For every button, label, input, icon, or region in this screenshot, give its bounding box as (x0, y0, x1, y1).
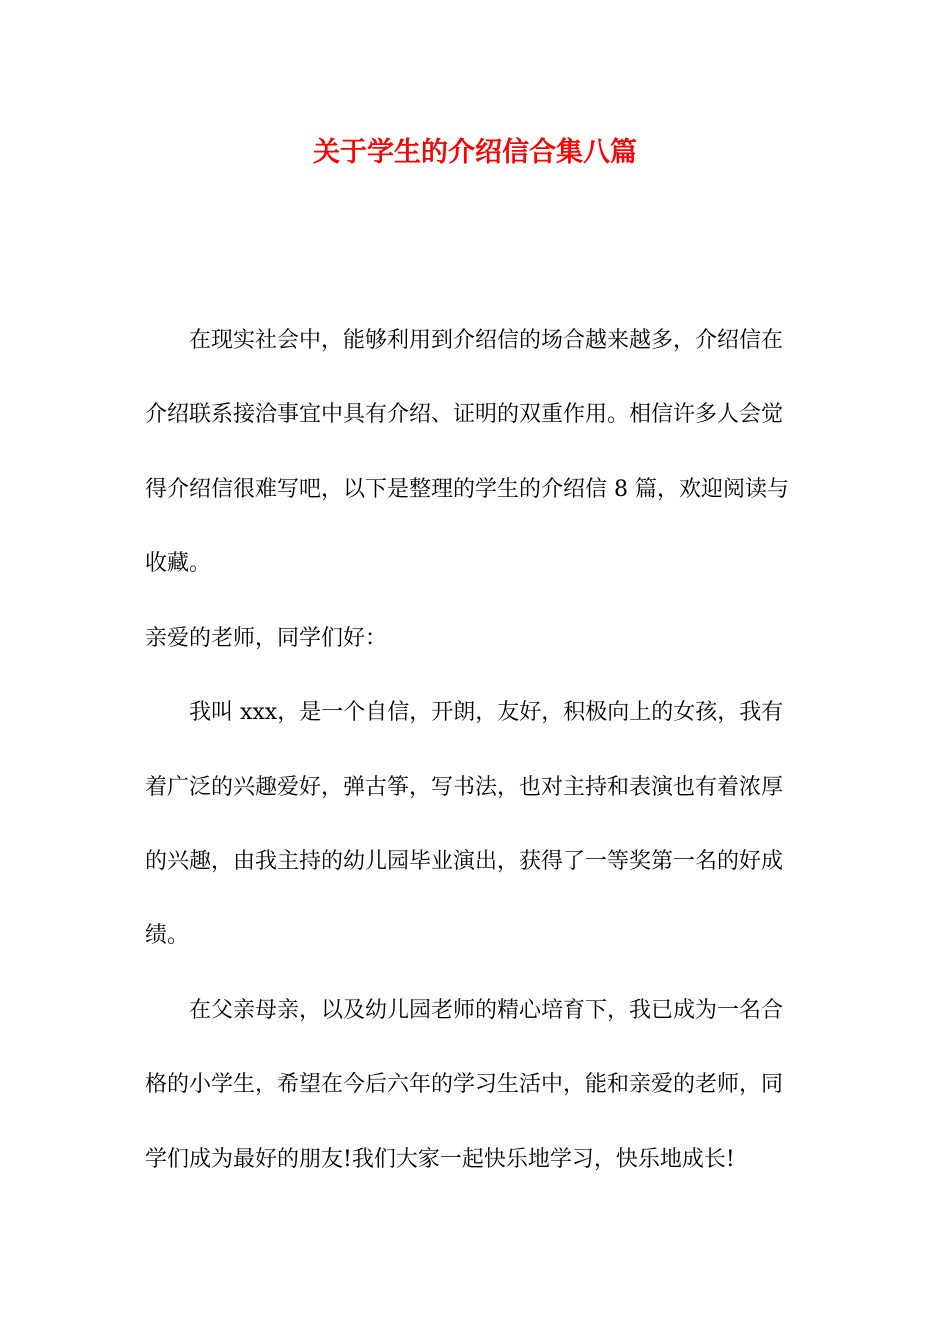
intro-line: 介绍联系接洽事宜中具有介绍、证明的双重作用。相信许多人会觉 (145, 402, 784, 427)
paragraph2-line: 学们成为最好的朋友!我们大家一起快乐地学习，快乐地成长! (145, 1147, 735, 1172)
intro-line: 得介绍信很难写吧，以下是整理的学生的介绍信 8 篇，欢迎阅读与 (145, 477, 789, 502)
paragraph1-line: 我叫 xxx，是一个自信，开朗，友好，积极向上的女孩，我有 (189, 700, 784, 725)
document-title: 关于学生的介绍信合集八篇 (313, 137, 637, 168)
intro-line: 在现实社会中，能够利用到介绍信的场合越来越多，介绍信在 (189, 328, 784, 353)
paragraph2-line: 在父亲母亲，以及幼儿园老师的精心培育下，我已成为一名合 (189, 998, 784, 1023)
paragraph1-line: 绩。 (145, 923, 190, 948)
paragraph2-line: 格的小学生，希望在今后六年的学习生活中，能和亲爱的老师，同 (145, 1072, 784, 1097)
paragraph1-line: 的兴趣，由我主持的幼儿园毕业演出，获得了一等奖第一名的好成 (145, 849, 784, 874)
salutation: 亲爱的老师，同学们好： (145, 626, 388, 651)
intro-line: 收藏。 (145, 551, 212, 576)
paragraph1-line: 着广泛的兴趣爱好，弹古筝，写书法，也对主持和表演也有着浓厚 (145, 775, 784, 800)
